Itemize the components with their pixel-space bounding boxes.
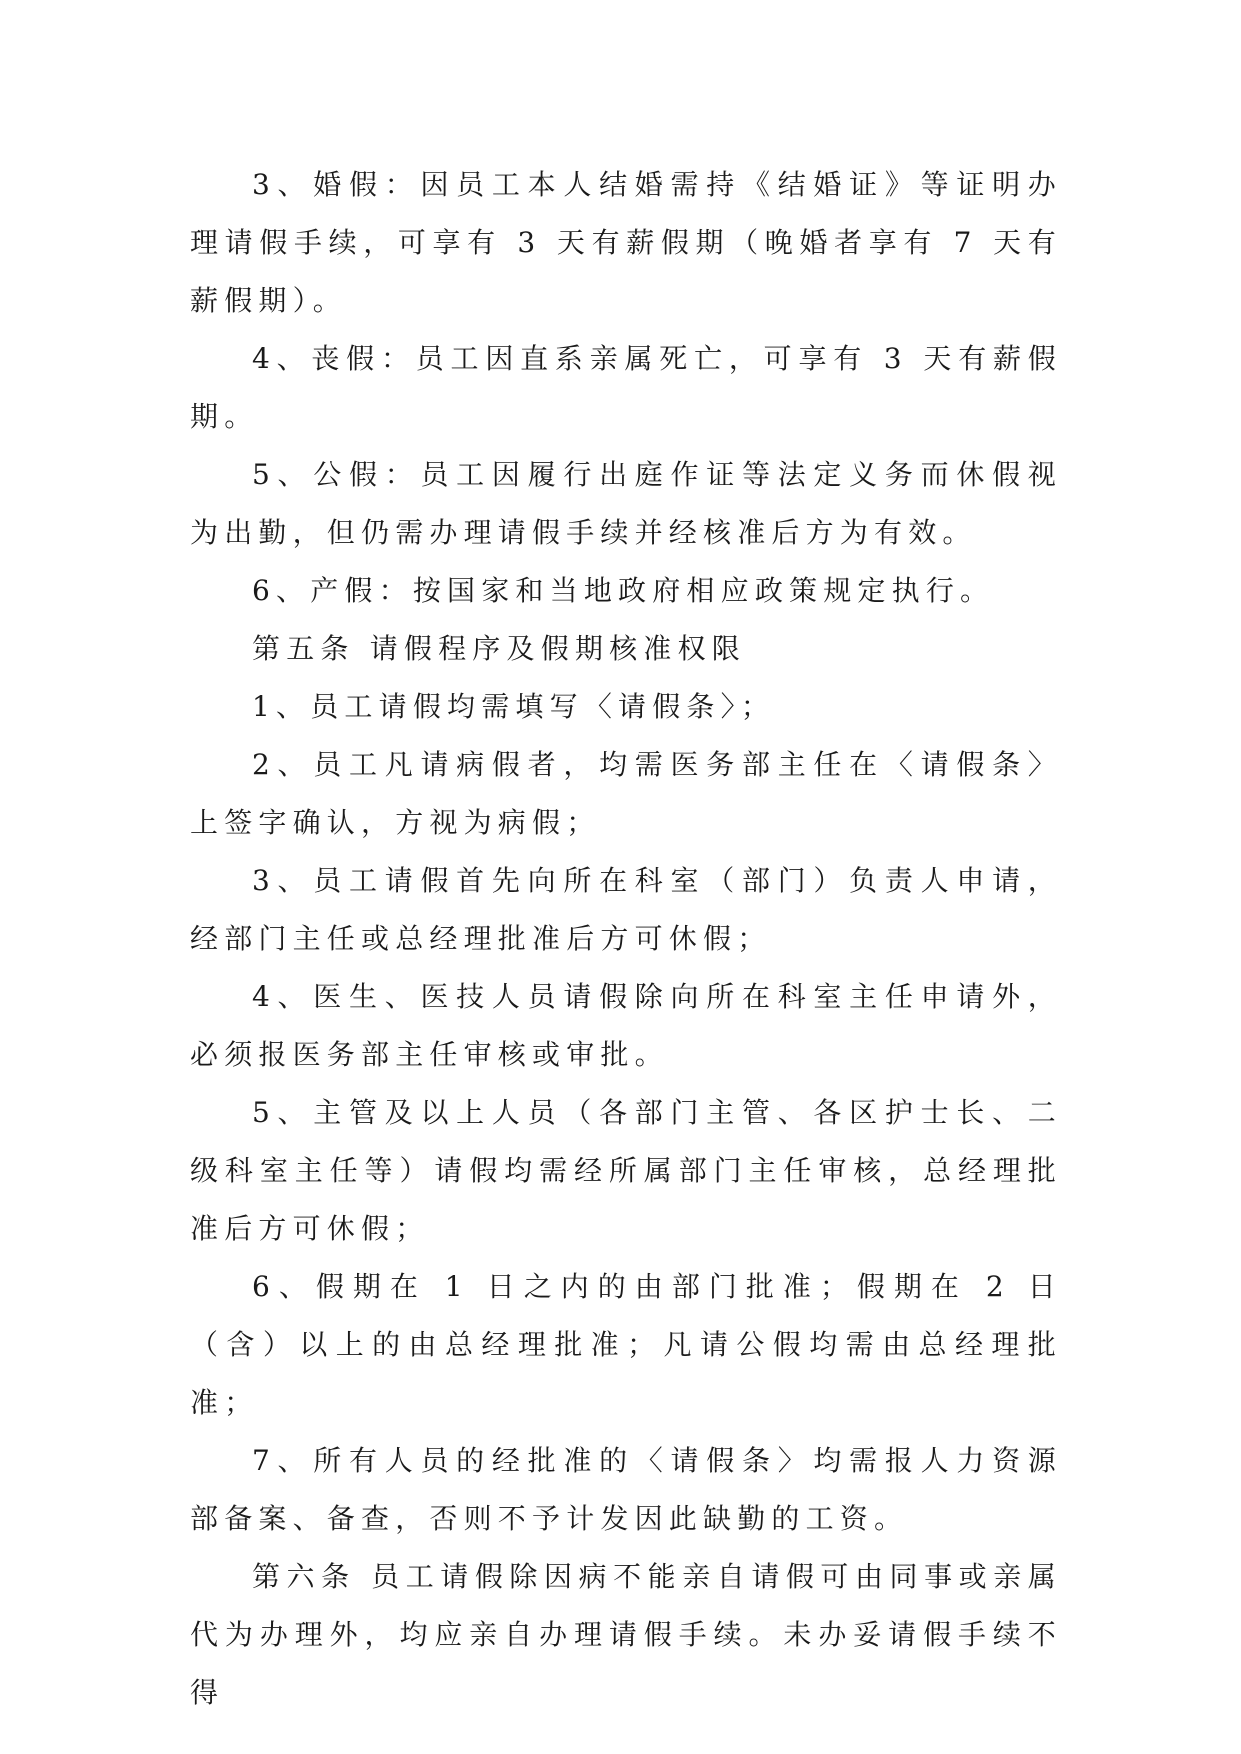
document-body (190, 156, 1062, 1722)
paragraph-procedure-7: 7、所有人员的经批准的〈请假条〉均需报人力资源部备案、备查，否则不予计发因此缺勤的工资。 (190, 1444, 1062, 1535)
paragraph-procedure-3: 3、员工请假首先向所在科室（部门）负责人申请，经部门主任或总经理批准后方可休假； (190, 864, 1062, 955)
paragraph-procedure-4: 4、医生、医技人员请假除向所在科室主任申请外，必须报医务部主任审核或审批。 (190, 980, 1062, 1071)
paragraph-maternity-leave: 6、产假：按国家和当地政府相应政策规定执行。 (252, 574, 995, 607)
paragraph-marriage-leave: 3、婚假：因员工本人结婚需持《结婚证》等证明办理请假手续，可享有 3 天有薪假期（晚婚者享有 7 天有薪假期）。 (190, 168, 1062, 317)
paragraph-bereavement-leave: 4、丧假：员工因直系亲属死亡，可享有 3 天有薪假期。 (190, 342, 1062, 433)
paragraph-procedure-6: 6、假期在 1 日之内的由部门批准；假期在 2 日（含）以上的由总经理批准；凡请公假均需由总经理批准； (190, 1270, 1062, 1419)
paragraph-public-leave: 5、公假：员工因履行出庭作证等法定义务而休假视为出勤，但仍需办理请假手续并经核准后方为有效。 (190, 458, 1062, 549)
paragraph-procedure-5: 5、主管及以上人员（各部门主管、各区护士长、二级科室主任等）请假均需经所属部门主任审核，总经理批准后方可休假； (190, 1096, 1062, 1245)
article-five-heading: 第五条 请假程序及假期核准权限 (252, 632, 746, 665)
paragraph-procedure-2: 2、员工凡请病假者，均需医务部主任在〈请假条〉上签字确认，方视为病假； (190, 748, 1062, 839)
article-six-paragraph: 第六条 员工请假除因病不能亲自请假可由同事或亲属代为办理外，均应亲自办理请假手续。未办妥请假手续不得 (190, 1560, 1062, 1709)
paragraph-procedure-1: 1、员工请假均需填写〈请假条〉； (252, 690, 776, 723)
